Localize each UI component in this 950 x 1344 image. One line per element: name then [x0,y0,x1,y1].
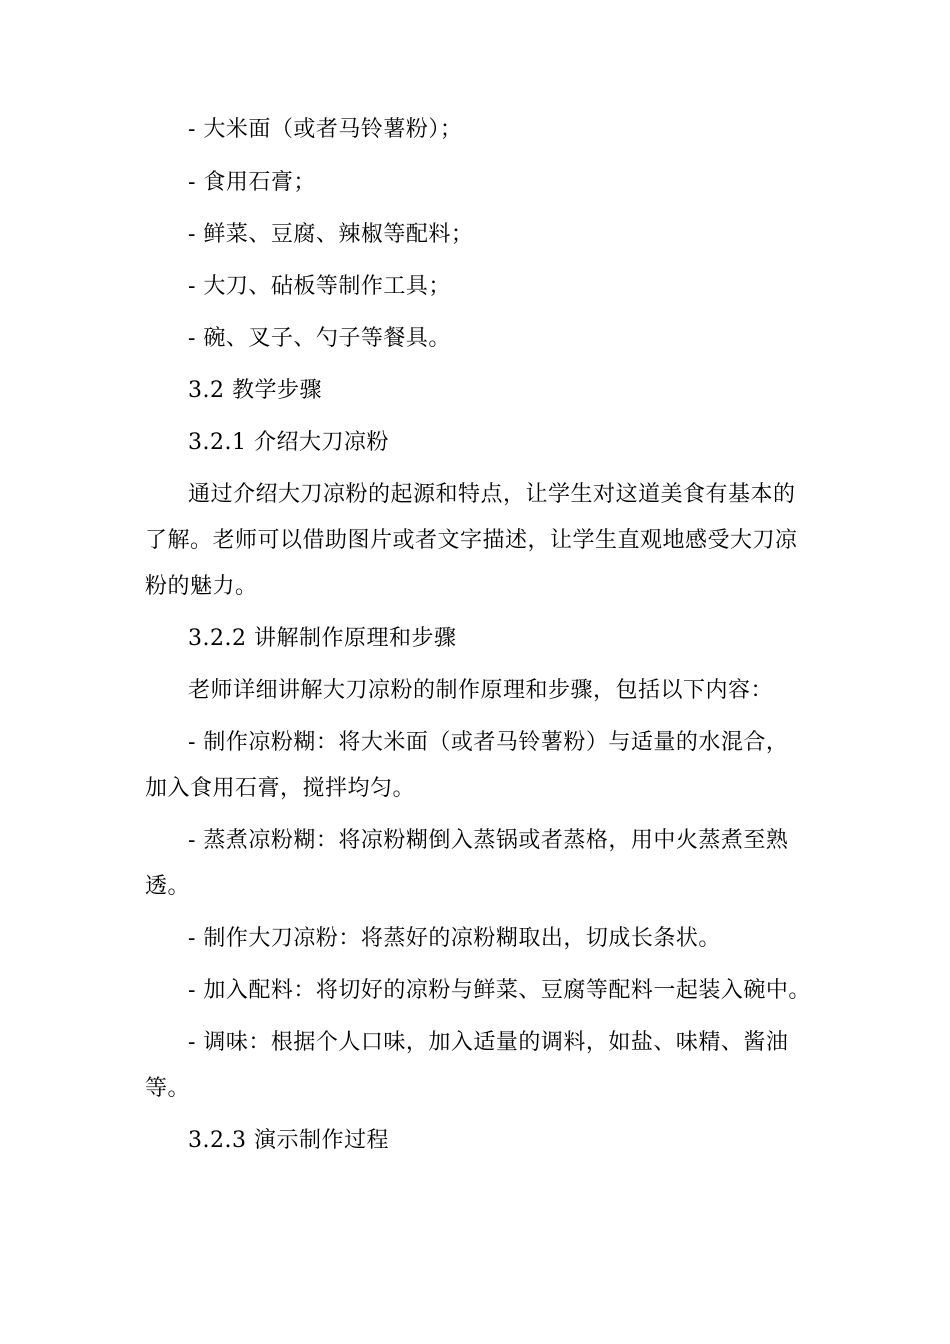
paragraph-intro-line-1: 通过介绍大刀凉粉的起源和特点，让学生对这道美食有基本的 [188,482,796,507]
ingredient-item-tableware: - 碗、叉子、勺子等餐具。 [188,326,451,351]
step-item-steam-line-2: 透。 [145,874,191,899]
step-item-make-paste-line-1: - 制作凉粉糊：将大米面（或者马铃薯粉）与适量的水混合， [188,730,789,755]
ingredient-item-vegetables: - 鲜菜、豆腐、辣椒等配料； [188,222,474,247]
ingredient-item-tools: - 大刀、砧板等制作工具； [188,274,451,299]
step-item-add-toppings: - 加入配料：将切好的凉粉与鲜菜、豆腐等配料一起装入碗中。 [188,978,811,1003]
section-heading-3-2: 3.2 教学步骤 [188,378,322,403]
subsection-heading-3-2-1: 3.2.1 介绍大刀凉粉 [188,430,389,455]
subsection-heading-3-2-3: 3.2.3 演示制作过程 [188,1128,389,1153]
step-item-cut: - 制作大刀凉粉：将蒸好的凉粉糊取出，切成长条状。 [188,926,721,951]
paragraph-intro-line-3: 粉的魅力。 [145,574,258,599]
step-item-season-line-1: - 调味：根据个人口味，加入适量的调料，如盐、味精、酱油 [188,1030,789,1055]
step-item-make-paste-line-2: 加入食用石膏，搅拌均匀。 [145,776,416,801]
subsection-heading-3-2-2: 3.2.2 讲解制作原理和步骤 [188,626,457,651]
step-item-steam-line-1: - 蒸煮凉粉糊：将凉粉糊倒入蒸锅或者蒸格，用中火蒸煮至熟 [188,828,789,853]
paragraph-principle: 老师详细讲解大刀凉粉的制作原理和步骤，包括以下内容： [188,678,774,703]
paragraph-intro-line-2: 了解。老师可以借助图片或者文字描述，让学生直观地感受大刀凉 [145,528,798,553]
ingredient-item-gypsum: - 食用石膏； [188,170,316,195]
step-item-season-line-2: 等。 [145,1076,191,1101]
ingredient-item-rice-flour: - 大米面（或者马铃薯粉）； [188,117,463,142]
